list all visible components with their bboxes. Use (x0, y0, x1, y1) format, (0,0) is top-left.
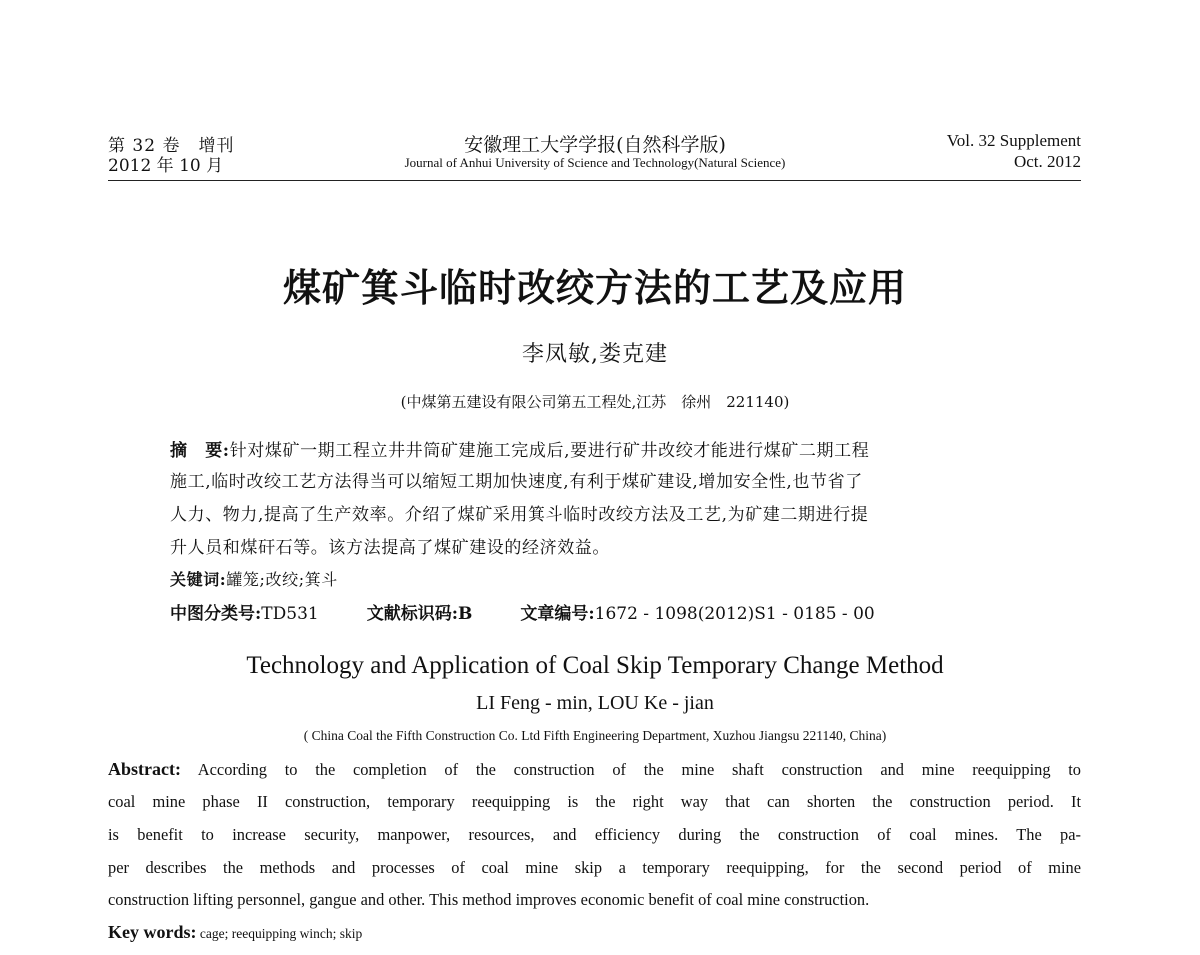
keywords-en (108, 922, 362, 943)
paper-title-en: Technology and Application of Coal Skip Temporary Change Method (246, 652, 944, 679)
abstract-cn-text: 针对煤矿一期工程立井井筒矿建施工完成后,要进行矿井改绞才能进行煤矿二期工程 (229, 441, 870, 461)
article-no-label: 文章编号: (520, 604, 595, 624)
abstract-en-text: According to the completion of the construction of the mine shaft construction and mine reequipping to (180, 760, 1081, 779)
abstract-cn-label: 摘 要: (170, 441, 230, 461)
classification-row (170, 599, 875, 624)
header-journal-cn: 安徽理工大学学报(自然科学版) (464, 134, 726, 156)
paper-title-cn: 煤矿箕斗临时改绞方法的工艺及应用 (282, 265, 907, 310)
keywords-en-value: cage; reequipping winch; skip (196, 926, 363, 941)
abstract-cn-line: 升人员和煤矸石等。该方法提高了煤矿建设的经济效益。 (170, 538, 610, 558)
abstract-en-line: is benefit to increase security, manpower, resources, and efficiency during the construction of coal mines. The pa- (108, 825, 1081, 844)
abstract-en-line: coal mine phase II construction, temporary reequipping is the right way that can shorten the construction period. It (108, 792, 1081, 811)
doc-code-value: B (457, 604, 473, 624)
abstract-cn-line: 人力、物力,提高了生产效率。介绍了煤矿采用箕斗临时改绞方法及工艺,为矿建二期进行提 (170, 505, 869, 525)
header-journal-en: Journal of Anhui University of Science and Technology(Natural Science) (404, 155, 786, 170)
affiliation-cn: (中煤第五建设有限公司第五工程处,江苏 徐州 221140) (400, 393, 790, 411)
abstract-cn-line (170, 436, 869, 461)
keywords-cn-label: 关键词: (170, 570, 227, 589)
header-volume-cn: 第 32 卷 增刊 (108, 136, 235, 156)
header-rule (108, 180, 1081, 181)
authors-en: LI Feng - min, LOU Ke - jian (476, 692, 714, 714)
clc-label: 中图分类号: (170, 604, 262, 624)
abstract-en-line: per describes the methods and processes of coal mine skip a temporary reequipping, for the second period of mine (108, 858, 1081, 877)
abstract-en-line: construction lifting personnel, gangue and other. This method improves economic benefit of coal mine construction. (108, 890, 870, 909)
authors-cn: 李凤敏,娄克建 (522, 342, 668, 367)
doc-code-label: 文献标识码: (366, 604, 458, 624)
header-volume-en: Vol. 32 Supplement (946, 131, 1081, 150)
abstract-cn-line: 施工,临时改绞工艺方法得当可以缩短工期加快速度,有利于煤矿建设,增加安全性,也节省了 (170, 472, 863, 492)
keywords-cn (170, 567, 338, 590)
article-no-value: 1672 - 1098(2012)S1 - 0185 - 00 (594, 604, 875, 624)
affiliation-en: ( China Coal the Fifth Construction Co. Ltd Fifth Engineering Department, Xuzhou Jiangsu 221140, China) (303, 728, 887, 743)
keywords-cn-value: 罐笼;改绞;箕斗 (226, 570, 338, 589)
header-date-en: Oct. 2012 (1013, 152, 1081, 171)
clc-value: TD531 (261, 604, 319, 624)
abstract-en-line (108, 759, 1081, 780)
abstract-en-label: Abstract: (108, 759, 181, 779)
keywords-en-label: Key words: (108, 922, 197, 942)
header-date-cn: 2012 年 10 月 (108, 156, 224, 176)
